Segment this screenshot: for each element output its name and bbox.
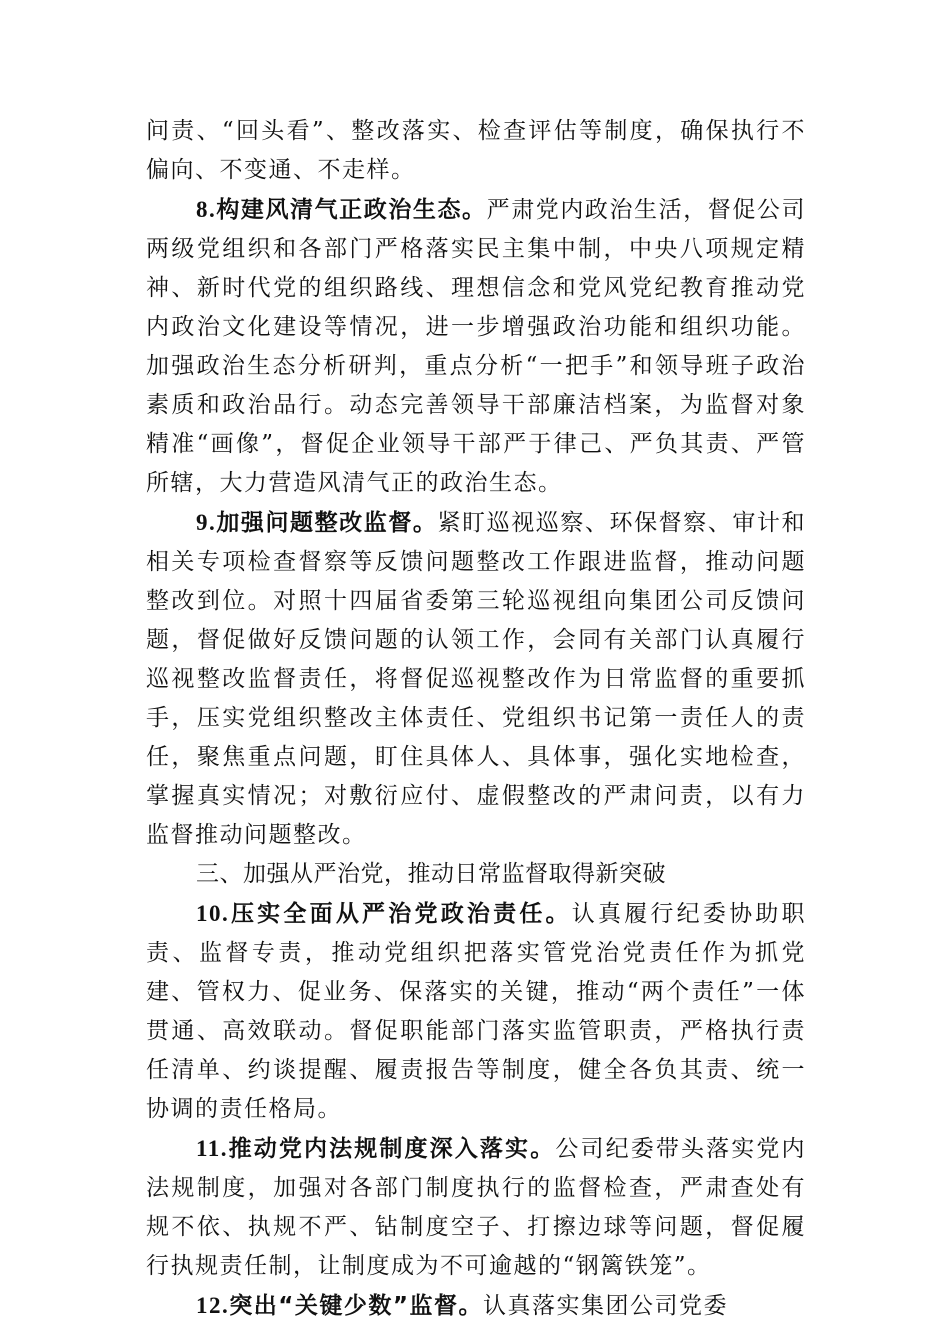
item-number: 9. [196, 510, 217, 535]
item-title: 突出“关键少数”监督。 [229, 1293, 483, 1319]
section-heading-text: 三、加强从严治党，推动日常监督取得新突破 [196, 861, 666, 887]
paragraph-item-9 [146, 503, 806, 855]
paragraph-body: 认真履行纪委协助职责、监督专责，推动党组织把落实管党治党责任作为抓党建、管权力、促业务、保落实的关键，推动“两个责任”一体贯通、高效联动。督促职能部门落实监管职责，严格执行责任清单、约谈提醒、履责报告等制度，健全各负其责、统一协调的责任格局。 [146, 901, 807, 1122]
paragraph-item-10 [146, 894, 806, 1129]
paragraph-continuation [146, 112, 806, 190]
paragraph-body: 认真落实集团公司党委 [482, 1293, 728, 1319]
paragraph-item-12 [146, 1286, 806, 1326]
paragraph-item-8 [146, 190, 806, 503]
paragraph-item-11 [146, 1129, 806, 1286]
item-number: 11. [196, 1136, 228, 1161]
section-heading [146, 855, 806, 894]
item-title: 构建风清气正政治生态。 [216, 197, 487, 223]
item-number: 8. [196, 197, 217, 222]
item-title: 推动党内法规制度深入落实。 [227, 1136, 556, 1162]
item-number: 12. [196, 1293, 230, 1318]
paragraph-body: 公司纪委带头落实党内法规制度，加强对各部门制度执行的监督检查，严肃查处有规不依、执规不严、钻制度空子、打擦边球等问题，督促履行执规责任制，让制度成为不可逾越的“钢篱铁笼”。 [146, 1136, 807, 1279]
document-page [146, 112, 806, 1326]
item-title: 压实全面从严治党政治责任。 [229, 901, 572, 927]
item-number: 10. [196, 901, 230, 926]
paragraph-body: 紧盯巡视巡察、环保督察、审计和相关专项检查督察等反馈问题整改工作跟进监督，推动问题整改到位。对照十四届省委第三轮巡视组向集团公司反馈问题，督促做好反馈问题的认领工作，会同有关部门认真履行巡视整改监督责任，将督促巡视整改作为日常监督的重要抓手，压实党组织整改主体责任、党组织书记第一责任人的责任，聚焦重点问题，盯住具体人、具体事，强化实地检查，掌握真实情况；对敷衍应付、虚假整改的严肃问责，以有力监督推动问题整改。 [146, 510, 807, 848]
paragraph-body: 严肃党内政治生活，督促公司两级党组织和各部门严格落实民主集中制，中央八项规定精神、新时代党的组织路线、理想信念和党风党纪教育推动党内政治文化建设等情况，进一步增强政治功能和组织功能。加强政治生态分析研判，重点分析“一把手”和领导班子政治素质和政治品行。动态完善领导干部廉洁档案，为监督对象精准“画像”，督促企业领导干部严于律己、严负其责、严管所辖，大力营造风清气正的政治生态。 [146, 197, 807, 496]
item-title: 加强问题整改监督。 [216, 510, 438, 536]
paragraph-body: 问责、“回头看”、整改落实、检查评估等制度，确保执行不偏向、不变通、不走样。 [146, 118, 806, 183]
